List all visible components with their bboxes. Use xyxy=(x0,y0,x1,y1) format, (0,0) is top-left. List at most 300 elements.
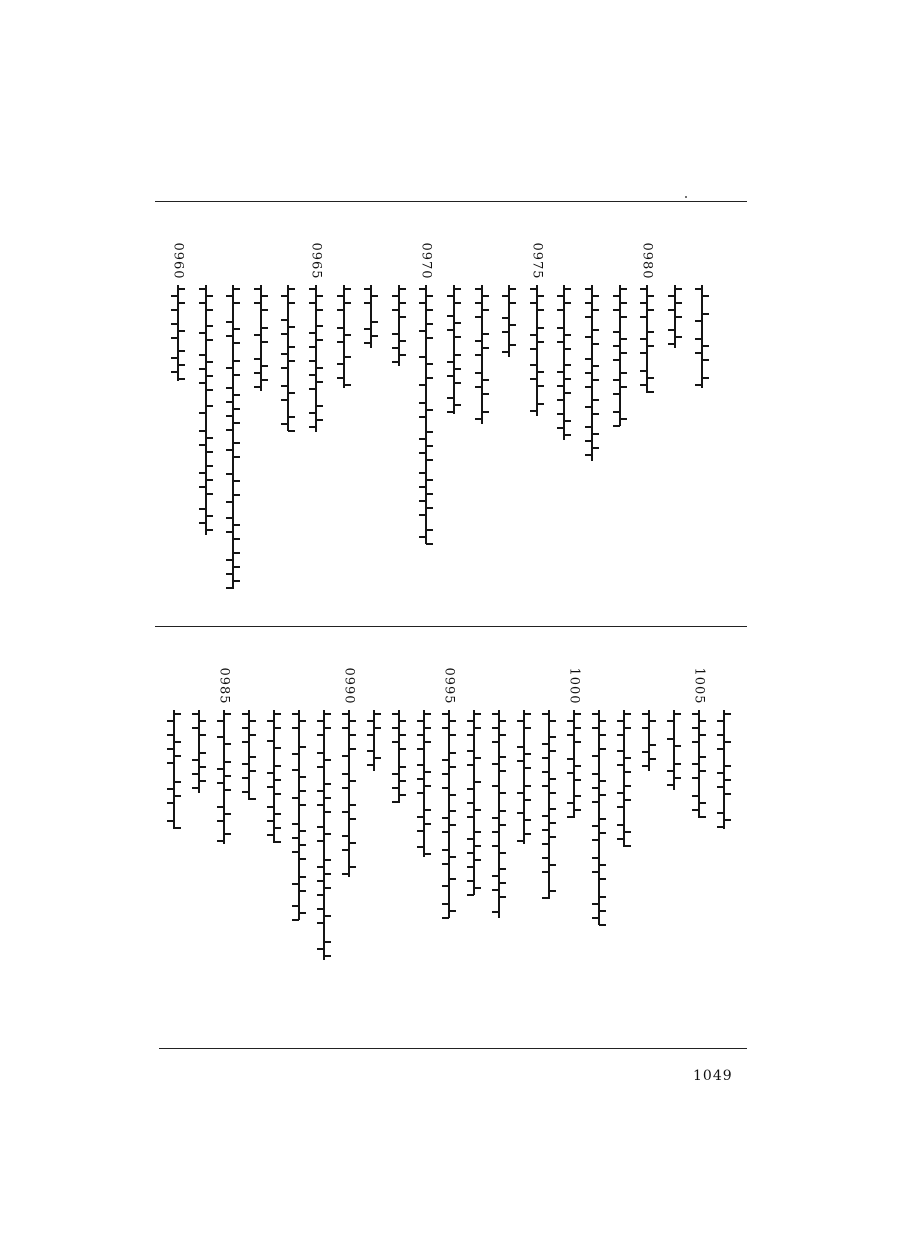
letter-stroke xyxy=(419,330,426,332)
letter-stroke xyxy=(317,804,324,806)
letter-stroke xyxy=(599,734,606,736)
script-word xyxy=(589,710,609,736)
script-word xyxy=(164,778,184,808)
script-word xyxy=(472,369,492,399)
script-word xyxy=(196,322,216,342)
letter-stroke xyxy=(537,371,544,373)
letter-stroke xyxy=(171,337,178,339)
letter-stroke xyxy=(667,720,674,722)
letter-stroke xyxy=(557,341,564,343)
letter-stroke xyxy=(724,713,731,715)
bottom-text-block xyxy=(150,667,746,1030)
letter-stroke xyxy=(167,802,174,804)
letter-stroke xyxy=(206,405,213,407)
script-word xyxy=(416,374,436,390)
letter-stroke xyxy=(392,713,399,715)
script-word xyxy=(314,710,334,740)
letter-stroke xyxy=(392,741,399,743)
letter-stroke xyxy=(324,797,331,799)
script-word xyxy=(196,285,216,313)
letter-stroke xyxy=(292,851,299,853)
letter-stroke xyxy=(613,345,620,347)
letter-stroke xyxy=(717,812,724,814)
script-word xyxy=(582,423,602,461)
letter-stroke xyxy=(592,309,599,311)
letter-stroke xyxy=(640,338,647,340)
letter-stroke xyxy=(399,794,406,796)
letter-stroke xyxy=(419,438,426,440)
script-word xyxy=(314,780,334,814)
letter-stroke xyxy=(640,352,647,354)
letter-stroke xyxy=(371,295,378,297)
script-word xyxy=(464,877,484,895)
letter-stroke xyxy=(454,404,461,406)
letter-stroke xyxy=(624,713,631,715)
script-word xyxy=(223,439,243,461)
letter-stroke xyxy=(692,741,699,743)
letter-stroke xyxy=(449,752,456,754)
letter-stroke xyxy=(317,790,324,792)
letter-stroke xyxy=(224,833,231,835)
letter-stroke xyxy=(167,820,174,822)
letter-stroke xyxy=(299,912,306,914)
script-word xyxy=(196,427,216,453)
letter-stroke xyxy=(206,529,213,531)
letter-stroke xyxy=(192,773,199,775)
letter-stroke xyxy=(217,806,224,808)
letter-stroke xyxy=(599,910,606,912)
letter-stroke xyxy=(226,501,233,503)
letter-stroke xyxy=(592,787,599,789)
script-word xyxy=(489,842,509,856)
letter-stroke xyxy=(317,866,324,868)
script-word xyxy=(314,823,334,847)
middle-rule xyxy=(155,626,747,627)
script-word xyxy=(439,807,459,837)
letter-stroke xyxy=(399,354,406,356)
letter-stroke xyxy=(417,720,424,722)
letter-stroke xyxy=(617,806,624,808)
letter-stroke xyxy=(509,302,516,304)
script-word xyxy=(306,285,326,313)
letter-stroke xyxy=(174,781,181,783)
letter-stroke xyxy=(292,905,299,907)
letter-stroke xyxy=(199,354,206,356)
letter-stroke xyxy=(324,915,331,917)
letter-stroke xyxy=(274,813,281,815)
script-word xyxy=(637,328,657,358)
letter-stroke xyxy=(524,799,531,801)
letter-stroke xyxy=(206,515,213,517)
letter-stroke xyxy=(167,762,174,764)
letter-stroke xyxy=(419,514,426,516)
script-word xyxy=(464,799,484,819)
letter-stroke xyxy=(474,845,481,847)
letter-stroke xyxy=(316,419,323,421)
letter-stroke xyxy=(599,818,606,820)
letter-stroke xyxy=(371,321,378,323)
script-word xyxy=(339,710,359,736)
letter-stroke xyxy=(217,720,224,722)
script-word xyxy=(214,733,234,749)
letter-stroke xyxy=(281,295,288,297)
letter-stroke xyxy=(419,302,426,304)
letter-stroke xyxy=(640,316,647,318)
letter-stroke xyxy=(233,342,240,344)
line-number: 0975 xyxy=(529,242,545,280)
letter-stroke xyxy=(267,820,274,822)
letter-stroke xyxy=(324,941,331,943)
script-word xyxy=(514,782,534,800)
line-number: 0960 xyxy=(170,242,186,280)
script-word xyxy=(278,343,298,373)
letter-stroke xyxy=(342,811,349,813)
letter-stroke xyxy=(267,772,274,774)
letter-stroke xyxy=(449,794,456,796)
script-word xyxy=(278,316,298,334)
letter-stroke xyxy=(620,316,627,318)
letter-stroke xyxy=(613,359,620,361)
script-word xyxy=(414,806,434,834)
letter-stroke xyxy=(649,744,656,746)
letter-stroke xyxy=(199,780,206,782)
script-word xyxy=(239,710,259,744)
script-word xyxy=(489,807,509,833)
letter-stroke xyxy=(599,878,606,880)
script-word xyxy=(610,328,630,360)
letter-stroke xyxy=(592,379,599,381)
letter-stroke xyxy=(620,418,627,420)
letter-stroke xyxy=(574,741,581,743)
letter-stroke xyxy=(642,713,649,715)
letter-stroke xyxy=(324,713,331,715)
letter-stroke xyxy=(542,743,549,745)
letter-stroke xyxy=(592,903,599,905)
letter-stroke xyxy=(599,896,606,898)
letter-stroke xyxy=(233,394,240,396)
script-word xyxy=(589,893,609,925)
letter-stroke xyxy=(299,876,306,878)
letter-stroke xyxy=(342,873,349,875)
letter-stroke xyxy=(692,777,699,779)
letter-stroke xyxy=(499,882,506,884)
script-word xyxy=(364,710,384,738)
letter-stroke xyxy=(206,493,213,495)
letter-stroke xyxy=(482,347,489,349)
letter-stroke xyxy=(174,795,181,797)
letter-stroke xyxy=(399,748,406,750)
letter-stroke xyxy=(642,765,649,767)
letter-stroke xyxy=(695,338,702,340)
letter-stroke xyxy=(537,295,544,297)
letter-stroke xyxy=(467,734,474,736)
letter-stroke xyxy=(557,327,564,329)
script-word xyxy=(334,374,354,388)
letter-stroke xyxy=(613,393,620,395)
letter-stroke xyxy=(374,713,381,715)
letter-stroke xyxy=(167,720,174,722)
letter-stroke xyxy=(426,409,433,411)
letter-stroke xyxy=(344,356,351,358)
letter-stroke xyxy=(592,413,599,415)
script-word xyxy=(239,788,259,800)
letter-stroke xyxy=(647,295,654,297)
script-word xyxy=(514,743,534,773)
letter-stroke xyxy=(324,811,331,813)
letter-stroke xyxy=(417,748,424,750)
letter-stroke xyxy=(292,727,299,729)
letter-stroke xyxy=(449,910,456,912)
letter-stroke xyxy=(549,890,556,892)
line-number: 0970 xyxy=(418,242,434,280)
letter-stroke xyxy=(199,486,206,488)
letter-stroke xyxy=(199,720,206,722)
letter-stroke xyxy=(261,341,268,343)
letter-stroke xyxy=(233,566,240,568)
letter-stroke xyxy=(517,840,524,842)
letter-stroke xyxy=(249,798,256,800)
letter-stroke xyxy=(675,302,682,304)
letter-stroke xyxy=(254,334,261,336)
letter-stroke xyxy=(299,790,306,792)
script-word xyxy=(714,731,734,753)
letter-stroke xyxy=(364,302,371,304)
script-word xyxy=(223,514,243,540)
letter-stroke xyxy=(499,756,506,758)
letter-stroke xyxy=(281,385,288,387)
script-word xyxy=(416,353,436,365)
letter-stroke xyxy=(474,809,481,811)
letter-stroke xyxy=(649,720,656,722)
letter-stroke xyxy=(171,323,178,325)
script-word xyxy=(692,374,712,388)
script-word xyxy=(416,285,436,311)
letter-stroke xyxy=(699,720,706,722)
script-word xyxy=(168,347,188,381)
letter-stroke xyxy=(699,770,706,772)
script-word xyxy=(489,710,509,744)
letter-stroke xyxy=(492,741,499,743)
letter-stroke xyxy=(624,757,631,759)
letter-stroke xyxy=(492,889,499,891)
letter-stroke xyxy=(281,423,288,425)
letter-stroke xyxy=(399,780,406,782)
letter-stroke xyxy=(549,778,556,780)
letter-stroke xyxy=(592,755,599,757)
letter-stroke xyxy=(299,720,306,722)
letter-stroke xyxy=(233,408,240,410)
letter-stroke xyxy=(206,309,213,311)
script-word xyxy=(689,753,709,783)
letter-stroke xyxy=(392,773,399,775)
letter-stroke xyxy=(199,508,206,510)
letter-stroke xyxy=(549,822,556,824)
letter-stroke xyxy=(442,885,449,887)
letter-stroke xyxy=(419,452,426,454)
letter-stroke xyxy=(426,479,433,481)
letter-stroke xyxy=(167,788,174,790)
letter-stroke xyxy=(542,857,549,859)
script-word xyxy=(614,710,634,738)
letter-stroke xyxy=(647,331,654,333)
letter-stroke xyxy=(442,863,449,865)
letter-stroke xyxy=(426,309,433,311)
letter-stroke xyxy=(530,410,537,412)
letter-stroke xyxy=(492,817,499,819)
script-word xyxy=(361,285,381,309)
letter-stroke xyxy=(442,817,449,819)
letter-stroke xyxy=(374,757,381,759)
letter-stroke xyxy=(454,354,461,356)
letter-stroke xyxy=(599,794,606,796)
script-word xyxy=(539,710,559,724)
letter-stroke xyxy=(482,309,489,311)
script-word xyxy=(439,710,459,740)
script-word xyxy=(689,710,709,744)
script-word xyxy=(472,408,492,424)
letter-stroke xyxy=(292,753,299,755)
letter-stroke xyxy=(499,852,506,854)
letter-stroke xyxy=(316,339,323,341)
letter-stroke xyxy=(233,480,240,482)
letter-stroke xyxy=(442,787,449,789)
letter-stroke xyxy=(192,759,199,761)
script-word xyxy=(314,856,334,896)
script-word xyxy=(589,770,609,806)
letter-stroke xyxy=(399,288,406,290)
letter-stroke xyxy=(254,288,261,290)
script-word xyxy=(554,324,574,352)
letter-stroke xyxy=(417,734,424,736)
letter-stroke xyxy=(206,375,213,377)
letter-stroke xyxy=(199,522,206,524)
script-word xyxy=(444,312,464,342)
script-word xyxy=(223,549,243,589)
letter-stroke xyxy=(171,295,178,297)
script-word xyxy=(339,745,359,761)
script-word xyxy=(223,470,243,482)
letter-stroke xyxy=(502,295,509,297)
letter-stroke xyxy=(667,738,674,740)
script-word xyxy=(614,782,634,812)
letter-stroke xyxy=(592,801,599,803)
letter-stroke xyxy=(309,388,316,390)
letter-stroke xyxy=(617,764,624,766)
letter-stroke xyxy=(624,727,631,729)
letter-stroke xyxy=(178,330,185,332)
letter-stroke xyxy=(206,295,213,297)
letter-stroke xyxy=(542,713,549,715)
letter-stroke xyxy=(557,295,564,297)
letter-stroke xyxy=(675,288,682,290)
line-number: 0995 xyxy=(441,667,457,705)
letter-stroke xyxy=(613,295,620,297)
letter-stroke xyxy=(674,713,681,715)
script-word xyxy=(639,710,659,732)
script-word xyxy=(289,743,309,757)
letter-stroke xyxy=(342,835,349,837)
letter-stroke xyxy=(585,440,592,442)
script-word xyxy=(164,710,184,722)
letter-stroke xyxy=(502,351,509,353)
script-word xyxy=(289,710,309,734)
letter-stroke xyxy=(449,856,456,858)
letter-stroke xyxy=(309,374,316,376)
script-word xyxy=(189,749,209,793)
script-word xyxy=(664,710,684,726)
letter-stroke xyxy=(233,524,240,526)
letter-stroke xyxy=(502,317,509,319)
letter-stroke xyxy=(564,364,571,366)
letter-stroke xyxy=(557,371,564,373)
script-word xyxy=(582,396,602,414)
script-word xyxy=(416,469,436,517)
letter-stroke xyxy=(292,883,299,885)
letter-stroke xyxy=(419,356,426,358)
letter-stroke xyxy=(592,773,599,775)
script-word xyxy=(306,402,326,432)
script-word xyxy=(444,285,464,303)
script-word xyxy=(564,755,584,783)
script-word xyxy=(692,285,712,301)
letter-stroke xyxy=(226,449,233,451)
letter-stroke xyxy=(492,763,499,765)
script-word xyxy=(637,367,657,393)
script-word xyxy=(223,384,243,430)
letter-stroke xyxy=(342,755,349,757)
script-word xyxy=(289,902,309,920)
letter-stroke xyxy=(226,401,233,403)
letter-stroke xyxy=(309,426,316,428)
letter-stroke xyxy=(717,720,724,722)
letter-stroke xyxy=(267,786,274,788)
letter-stroke xyxy=(617,720,624,722)
letter-stroke xyxy=(499,810,506,812)
line-number: 0980 xyxy=(639,242,655,280)
script-word xyxy=(196,402,216,418)
letter-stroke xyxy=(233,302,240,304)
letter-stroke xyxy=(217,768,224,770)
script-word xyxy=(444,394,464,414)
letter-stroke xyxy=(724,741,731,743)
letter-stroke xyxy=(492,727,499,729)
script-word xyxy=(439,749,459,775)
letter-stroke xyxy=(592,447,599,449)
letter-stroke xyxy=(217,736,224,738)
letter-stroke xyxy=(249,720,256,722)
script-word xyxy=(223,318,243,348)
letter-stroke xyxy=(442,917,449,919)
letter-stroke xyxy=(199,734,206,736)
letter-stroke xyxy=(226,387,233,389)
letter-stroke xyxy=(316,309,323,311)
letter-stroke xyxy=(442,773,449,775)
script-word xyxy=(251,285,271,315)
letter-stroke xyxy=(267,834,274,836)
letter-stroke xyxy=(467,802,474,804)
letter-stroke xyxy=(299,844,306,846)
letter-stroke xyxy=(206,479,213,481)
letter-stroke xyxy=(524,767,531,769)
letter-stroke xyxy=(447,315,454,317)
letter-stroke xyxy=(206,389,213,391)
letter-stroke xyxy=(467,788,474,790)
letter-stroke xyxy=(324,873,331,875)
letter-stroke xyxy=(449,878,456,880)
letter-stroke xyxy=(517,792,524,794)
letter-stroke xyxy=(564,302,571,304)
letter-stroke xyxy=(224,775,231,777)
